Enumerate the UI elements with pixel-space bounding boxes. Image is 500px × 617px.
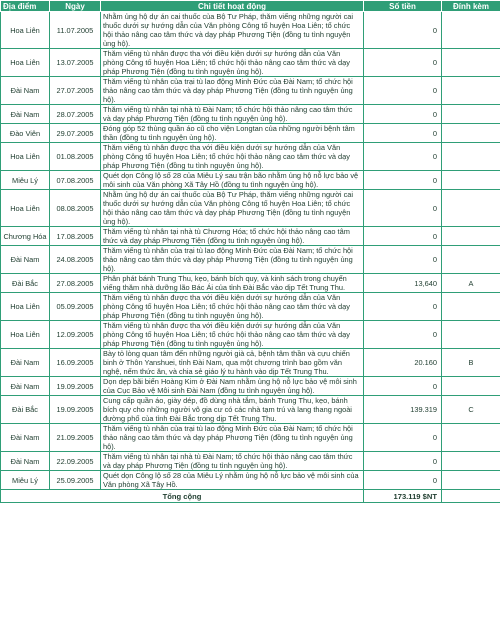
date-cell: 19.09.2005 [50,377,101,396]
table-row [1,349,500,377]
date-cell: 19.09.2005 [50,396,101,424]
date-cell: 22.09.2005 [50,452,101,471]
detail-cell: Cung cấp quần áo, giày dép, đồ dùng nhà tắm, bánh Trung Thu, kẹo, bánh bích quy cho những người vô gia cư có các nhà tạm trú và lang thang ngoài đường phố của tỉnh Đài Bắc trong dịp Tết Trung Thu. [101,396,364,424]
table-row [1,471,500,490]
amount-cell: 13,640 [364,274,442,293]
amount-cell: 0 [364,105,442,124]
detail-cell: Thăm viếng tù nhân tại nhà tù Chương Hóa; tổ chức hội thảo nâng cao tâm thức và dạy pháp Phương Tiện (đồng tu tình nguyện ủng hộ). [101,227,364,246]
detail-cell: Thăm viếng tù nhân được tha với điều kiện dưới sự hướng dẫn của Văn phòng Công tố huyện Hoa Liên; tổ chức hội thảo nâng cao tâm thức và dạy pháp Phương Tiện (đồng tu tình nguyện ủng hộ). [101,49,364,77]
amount-cell: 0 [364,49,442,77]
amount-cell: 0 [364,171,442,190]
amount-cell: 0 [364,77,442,105]
attachment-cell [442,321,500,349]
place-cell: Đài Nam [1,424,50,452]
total-amount: 173.119 $NT [364,490,442,503]
table-row [1,227,500,246]
date-cell: 24.08.2005 [50,246,101,274]
table-row [1,396,500,424]
detail-cell: Quét dọn Công lộ số 28 của Miêu Lý nhằm ủng hộ nỗ lực bảo vệ môi sinh của Văn phòng Xã Tây Hồ. [101,471,364,490]
amount-cell: 139.319 [364,396,442,424]
header-detail: Chi tiết hoạt động [101,1,364,12]
table-row [1,190,500,227]
place-cell: Hoa Liên [1,12,50,49]
total-row [1,490,500,503]
place-cell: Đài Nam [1,105,50,124]
table-row [1,171,500,190]
total-attachment-cell [442,490,500,503]
table-row [1,293,500,321]
place-cell: Đào Viên [1,124,50,143]
amount-cell: 0 [364,424,442,452]
attachment-cell [442,246,500,274]
total-label: Tổng cộng [1,490,364,503]
attachment-cell [442,105,500,124]
date-cell: 27.08.2005 [50,274,101,293]
attachment-cell [442,452,500,471]
attachment-cell: C [442,396,500,424]
date-cell: 08.08.2005 [50,190,101,227]
attachment-cell [442,77,500,105]
date-cell: 13.07.2005 [50,49,101,77]
table-row [1,143,500,171]
date-cell: 07.08.2005 [50,171,101,190]
date-cell: 25.09.2005 [50,471,101,490]
date-cell: 21.09.2005 [50,424,101,452]
detail-cell: Quét dọn Công lộ số 28 của Miêu Lý sau trận bão nhằm ủng hộ nỗ lực bảo vệ môi sinh của Văn phòng Xã Tây Hồ (đồng tu tình nguyện ủng hộ). [101,171,364,190]
amount-cell: 0 [364,12,442,49]
header-date: Ngày [50,1,101,12]
attachment-cell [442,124,500,143]
amount-cell: 0 [364,293,442,321]
date-cell: 11.07.2005 [50,12,101,49]
attachment-cell [442,471,500,490]
amount-cell: 0 [364,124,442,143]
table-row [1,12,500,49]
amount-cell: 20.160 [364,349,442,377]
place-cell: Miêu Lý [1,471,50,490]
table-row [1,49,500,77]
table-row [1,321,500,349]
place-cell: Đài Bắc [1,396,50,424]
attachment-cell [442,12,500,49]
amount-cell: 0 [364,227,442,246]
detail-cell: Đóng góp 52 thùng quần áo cũ cho viện Longtan của những người bệnh tâm thần (đồng tu tình nguyện ủng hộ). [101,124,364,143]
detail-cell: Thăm viếng tù nhân được tha với điều kiện dưới sự hướng dẫn của Văn phòng Công tố huyện Hoa Liên; tổ chức hội thảo nâng cao tâm thức và dạy pháp Phương Tiện (đồng tu tình nguyện ủng hộ). [101,143,364,171]
detail-cell: Thăm viếng tù nhân được tha với điều kiện dưới sự hướng dẫn của Văn phòng Công tố huyện Hoa Liên; tổ chức hội thảo nâng cao tâm thức và dạy pháp Phương Tiện (đồng tu tình nguyện ủng hộ). [101,321,364,349]
attachment-cell [442,49,500,77]
table-row [1,424,500,452]
place-cell: Đài Nam [1,349,50,377]
detail-cell: Thăm viếng tù nhân được tha với điều kiện dưới sự hướng dẫn của Văn phòng Công tố huyện Hoa Liên; tổ chức hội thảo nâng cao tâm thức và dạy pháp Phương Tiện (đồng tu tình nguyện ủng hộ). [101,293,364,321]
table-header-row [1,1,500,12]
amount-cell: 0 [364,471,442,490]
detail-cell: Bày tỏ lòng quan tâm đến những người già cả, bệnh tâm thần và cựu chiến binh ở Thôn Yanshuei, tỉnh Đài Nam, qua một chương trình bao gồm văn nghệ, nếm thức ăn, và chia sẻ giáo lý tu hành vào dịp Tết Trung Thu. [101,349,364,377]
attachment-cell: A [442,274,500,293]
table-row [1,377,500,396]
place-cell: Đài Nam [1,377,50,396]
attachment-cell [442,293,500,321]
table-row [1,452,500,471]
place-cell: Chương Hóa [1,227,50,246]
attachment-cell [442,227,500,246]
place-cell: Hoa Liên [1,49,50,77]
detail-cell: Thăm viếng tù nhân tại nhà tù Đài Nam; tổ chức hội thảo nâng cao tâm thức và dạy pháp Phương Tiện (đồng tu tình nguyện ủng hộ). [101,105,364,124]
table-row [1,124,500,143]
table-row [1,246,500,274]
date-cell: 01.08.2005 [50,143,101,171]
table-row [1,274,500,293]
attachment-cell [442,143,500,171]
date-cell: 29.07.2005 [50,124,101,143]
detail-cell: Thăm viếng tù nhân của trại tù lao động Minh Đức của Đài Nam; tổ chức hội thảo nâng cao tâm thức và dạy pháp Phương Tiện (đồng tu tình nguyện ủng hộ). [101,77,364,105]
attachment-cell [442,377,500,396]
amount-cell: 0 [364,190,442,227]
date-cell: 17.08.2005 [50,227,101,246]
detail-cell: Nhằm ủng hộ dự án cai thuốc của Bộ Tư Pháp, thăm viếng những người cai thuốc dưới sự hướng dẫn của Văn phòng Công tố huyện Hoa Liên; tổ chức hội thảo nâng cao tâm thức và dạy pháp Phương Tiện (đồng tu tình nguyện ủng hộ). [101,12,364,49]
place-cell: Đài Nam [1,77,50,105]
date-cell: 05.09.2005 [50,293,101,321]
table-row [1,105,500,124]
detail-cell: Thăm viếng tù nhân tại nhà tù Đài Nam; tổ chức hội thảo nâng cao tâm thức và dạy pháp Phương Tiện (đồng tu tình nguyện ủng hộ). [101,452,364,471]
detail-cell: Thăm viếng tù nhân của trại tù lao động Minh Đức của Đài Nam; tổ chức hội thảo nâng cao tâm thức và dạy pháp Phương Tiện (đồng tu tình nguyện ủng hộ). [101,424,364,452]
detail-cell: Dọn dẹp bãi biển Hoàng Kim ở Đài Nam nhằm ủng hộ nỗ lực bảo vệ môi sinh của Cục Bảo vệ Môi sinh Đài Nam (đồng tu tình nguyện ủng hộ). [101,377,364,396]
place-cell: Đài Nam [1,246,50,274]
date-cell: 27.07.2005 [50,77,101,105]
header-attachment: Đính kèm [442,1,500,12]
detail-cell: Thăm viếng tù nhân của trại tù lao động Minh Đức của Đài Nam; tổ chức hội thảo nâng cao tâm thức và dạy pháp Phương Tiện (đồng tu tình nguyện ủng hộ). [101,246,364,274]
date-cell: 12.09.2005 [50,321,101,349]
amount-cell: 0 [364,377,442,396]
place-cell: Đài Bắc [1,274,50,293]
amount-cell: 0 [364,452,442,471]
amount-cell: 0 [364,143,442,171]
attachment-cell [442,424,500,452]
place-cell: Đài Nam [1,452,50,471]
attachment-cell: B [442,349,500,377]
date-cell: 28.07.2005 [50,105,101,124]
attachment-cell [442,190,500,227]
attachment-cell [442,171,500,190]
place-cell: Hoa Liên [1,321,50,349]
amount-cell: 0 [364,321,442,349]
detail-cell: Phân phát bánh Trung Thu, kẹo, bánh bích quy, và kinh sách trong chuyến viếng thăm nhà dưỡng lão Bác Ái của tỉnh Đài Bắc vào dịp Tết Trung Thu. [101,274,364,293]
place-cell: Hoa Liên [1,293,50,321]
date-cell: 16.09.2005 [50,349,101,377]
header-amount: Số tiền [364,1,442,12]
place-cell: Miêu Lý [1,171,50,190]
detail-cell: Nhằm ủng hộ dự án cai thuốc của Bộ Tư Pháp, thăm viếng những người cai thuốc dưới sự hướng dẫn của Văn phòng Công tố huyện Hoa Liên; tổ chức hội thảo nâng cao tâm thức và dạy pháp Phương Tiện (đồng tu tình nguyện ủng hộ). [101,190,364,227]
table-row [1,77,500,105]
place-cell: Hoa Liên [1,143,50,171]
place-cell: Hoa Liên [1,190,50,227]
table-body [1,12,500,490]
amount-cell: 0 [364,246,442,274]
header-place: Địa điểm [1,1,50,12]
